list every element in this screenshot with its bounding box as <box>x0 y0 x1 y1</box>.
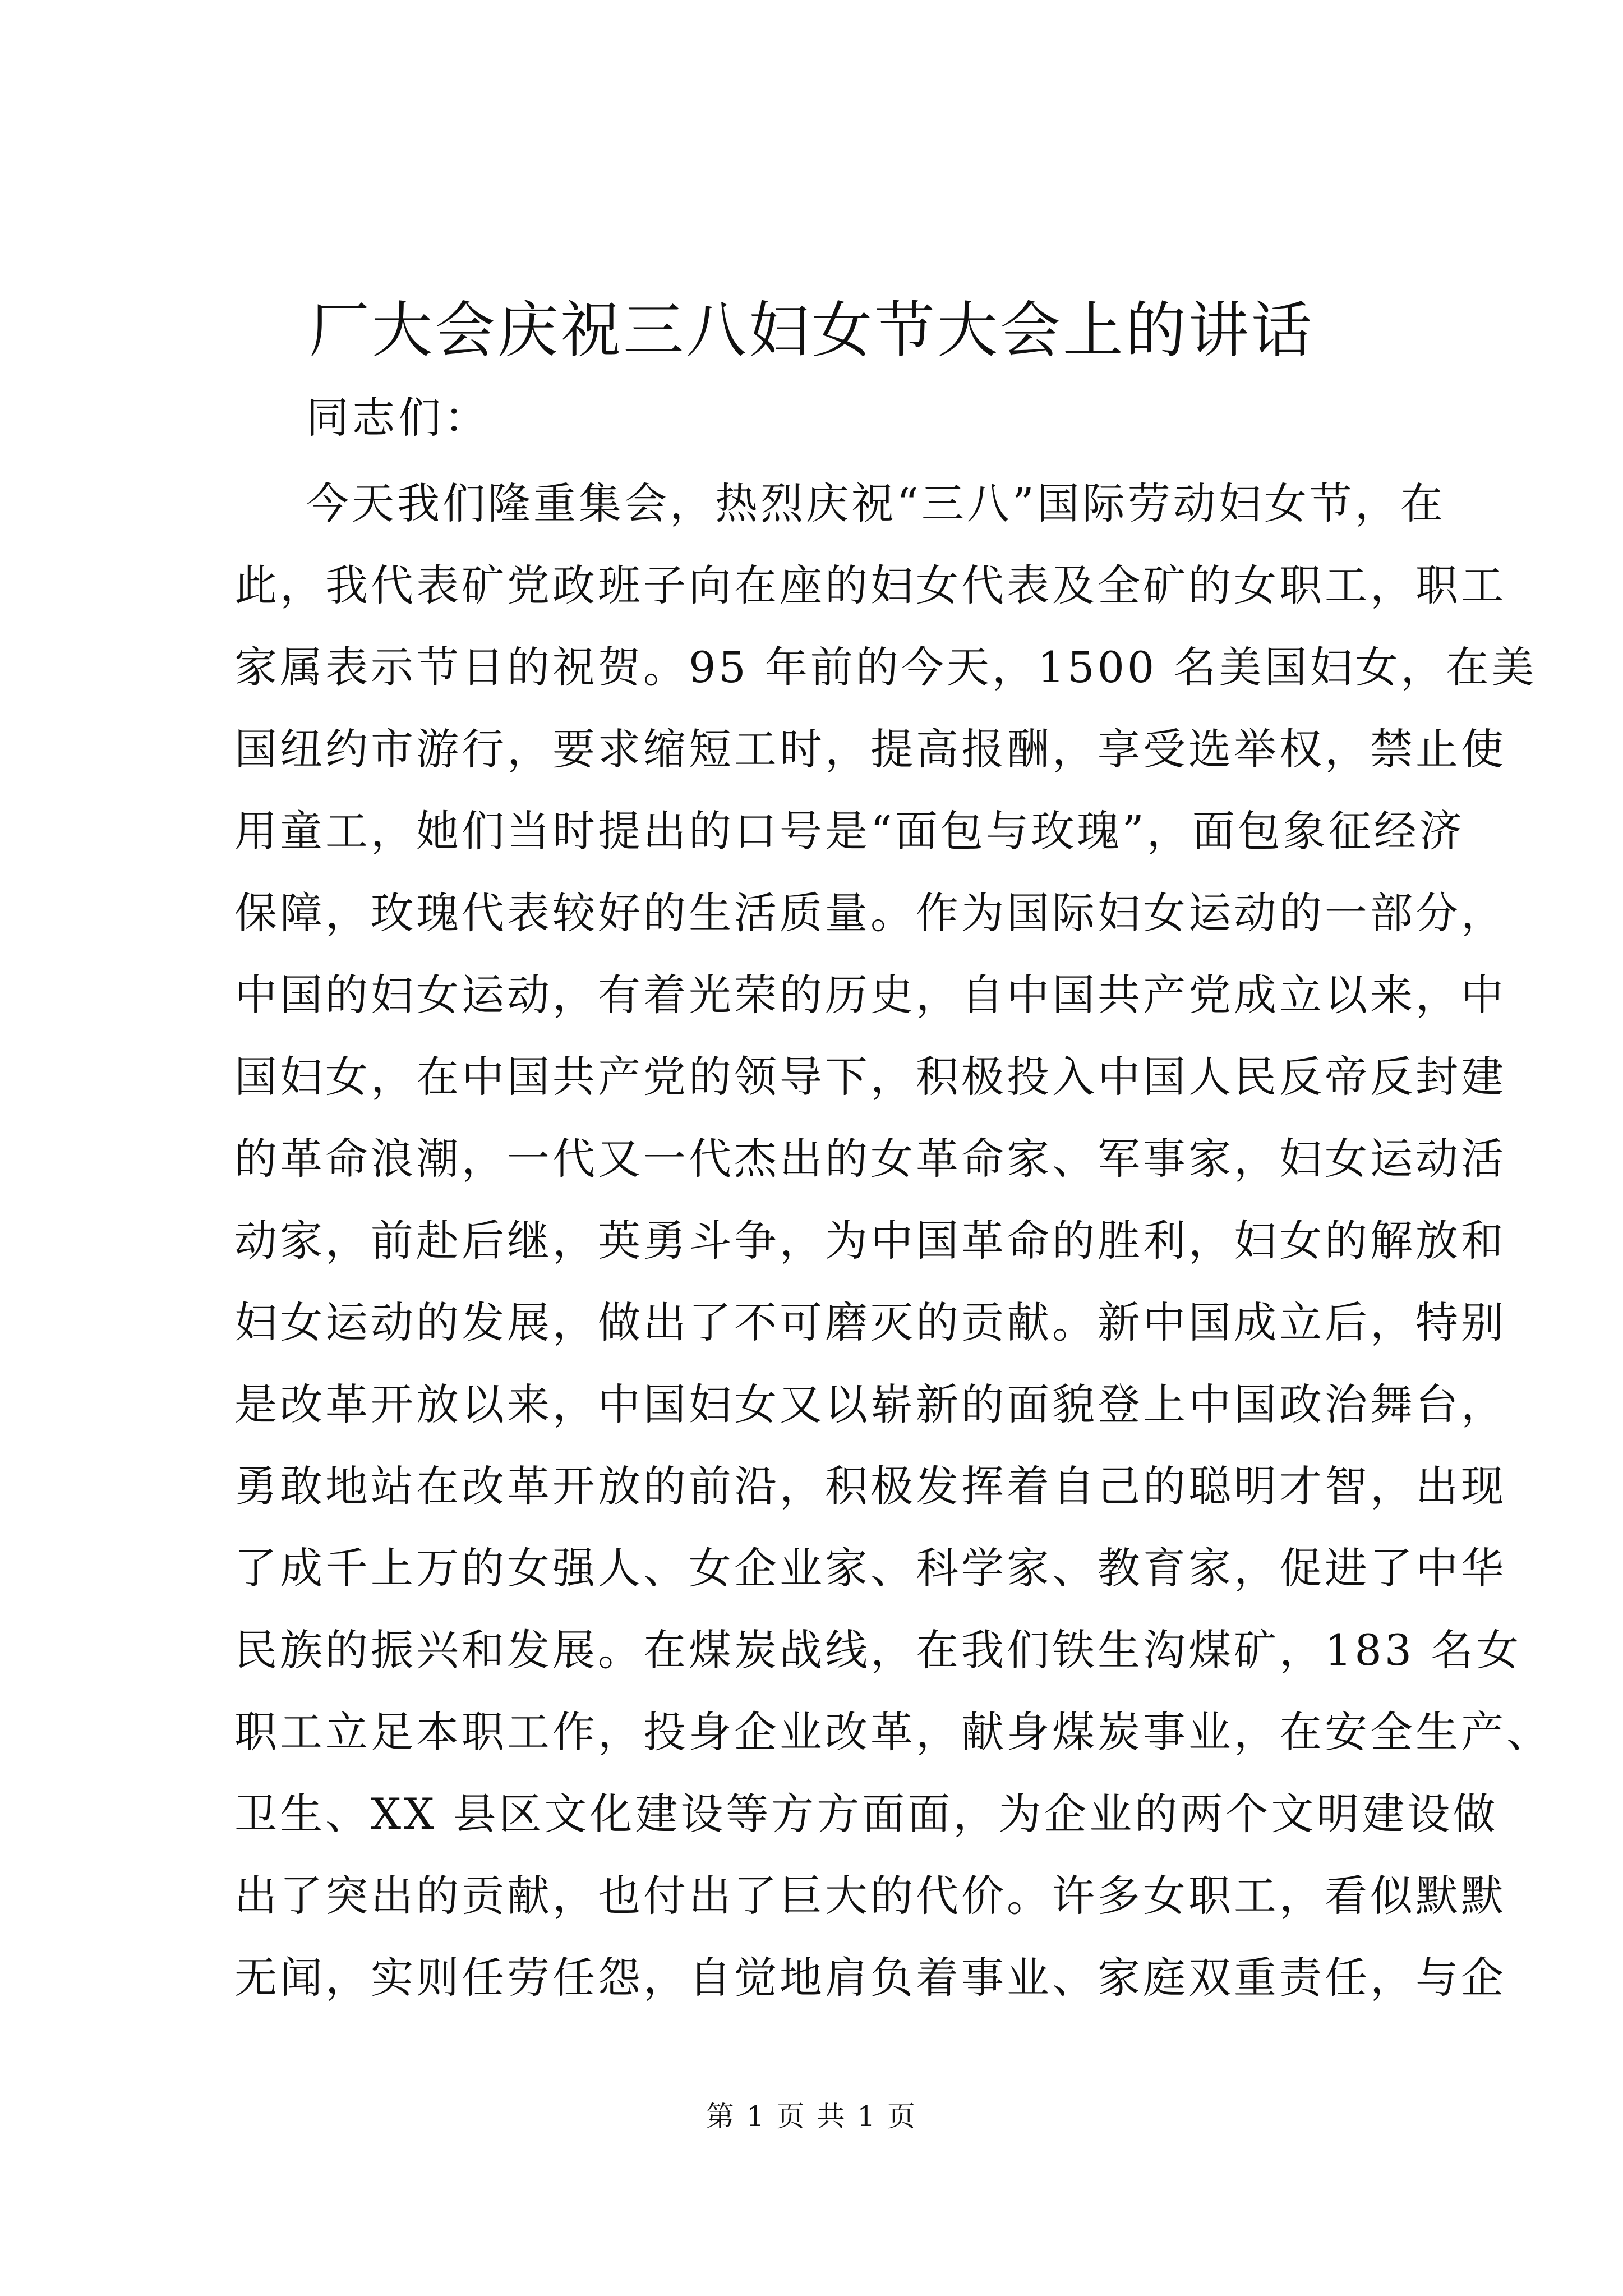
body-line: 了成千上万的女强人、女企业家、科学家、教育家，促进了中华 <box>234 1543 1506 1593</box>
body-line: 今天我们隆重集会，热烈庆祝“三八”国际劳动妇女节，在 <box>306 478 1446 528</box>
body-line: 卫生、XX 县区文化建设等方方面面，为企业的两个文明建设做 <box>234 1789 1498 1839</box>
body-line: 无闻，实则任劳任怨，自觉地肩负着事业、家庭双重责任，与企 <box>234 1953 1506 2003</box>
body-line: 动家，前赴后继，英勇斗争，为中国革命的胜利，妇女的解放和 <box>234 1216 1506 1266</box>
body-line: 的革命浪潮，一代又一代杰出的女革命家、军事家，妇女运动活 <box>234 1134 1506 1184</box>
body-line: 国妇女，在中国共产党的领导下，积极投入中国人民反帝反封建 <box>234 1052 1506 1102</box>
body-line: 家属表示节日的祝贺。95 年前的今天，1500 名美国妇女，在美 <box>234 642 1537 692</box>
body-line: 是改革开放以来，中国妇女又以崭新的面貌登上中国政治舞台， <box>234 1379 1506 1429</box>
body-line: 出了突出的贡献，也付出了巨大的代价。许多女职工，看似默默 <box>234 1871 1506 1921</box>
body-line: 职工立足本职工作，投身企业改革，献身煤炭事业，在安全生产、 <box>234 1707 1552 1757</box>
body-line: 此，我代表矿党政班子向在座的妇女代表及全矿的女职工，职工 <box>234 560 1506 610</box>
body-line: 妇女运动的发展，做出了不可磨灭的贡献。新中国成立后，特别 <box>234 1297 1506 1347</box>
body-line: 勇敢地站在改革开放的前沿，积极发挥着自己的聪明才智，出现 <box>234 1461 1506 1511</box>
body-line: 用童工，她们当时提出的口号是“面包与玫瑰”，面包象征经济 <box>234 806 1465 856</box>
body-line: 保障，玫瑰代表较好的生活质量。作为国际妇女运动的一部分， <box>234 888 1506 938</box>
body-line: 国纽约市游行，要求缩短工时，提高报酬，享受选举权，禁止使 <box>234 724 1506 774</box>
body-line: 民族的振兴和发展。在煤炭战线，在我们铁生沟煤矿，183 名女 <box>234 1625 1522 1675</box>
body-line: 中国的妇女运动，有着光荣的历史，自中国共产党成立以来，中 <box>234 970 1506 1020</box>
document-title: 厂大会庆祝三八妇女节大会上的讲话 <box>308 296 1314 366</box>
page-footer: 第 1 页 共 1 页 <box>706 2100 917 2133</box>
body-text <box>234 476 1552 2032</box>
salutation: 同志们： <box>306 393 490 443</box>
